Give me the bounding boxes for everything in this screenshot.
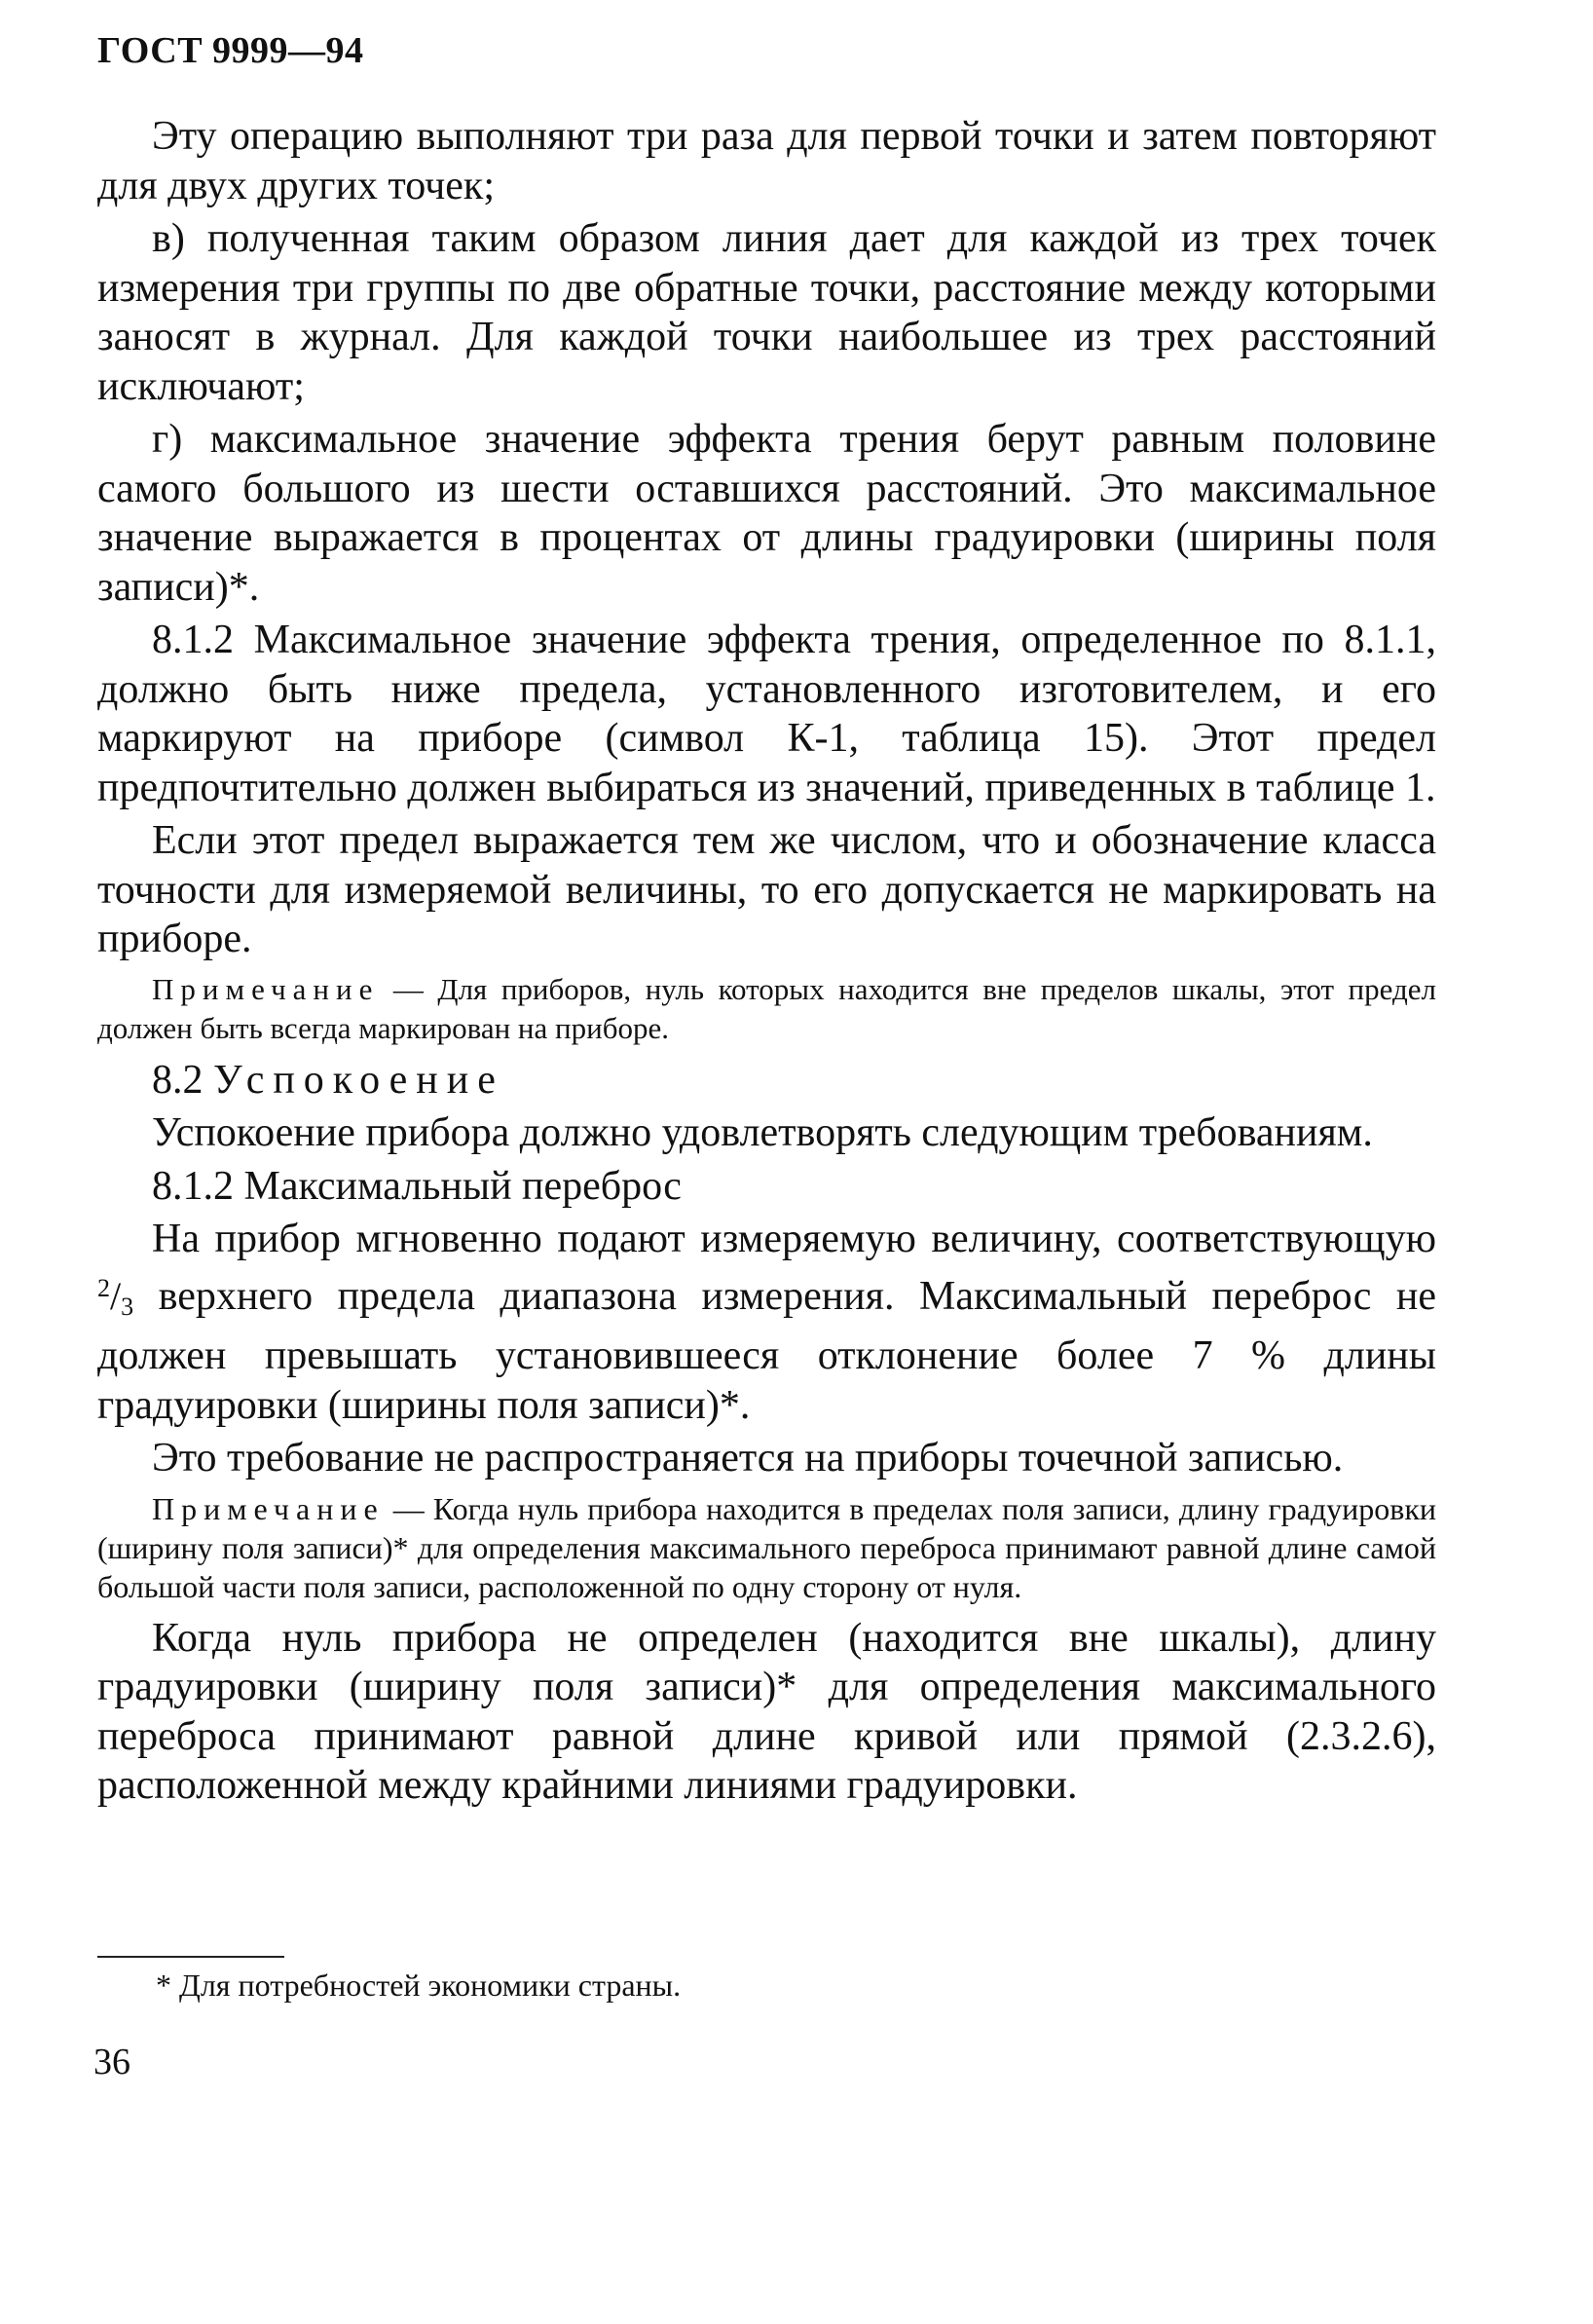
note-zero-outside-scale [97, 970, 1436, 1048]
fraction-denominator: 3 [121, 1292, 134, 1321]
section-title: Успокоение [213, 1057, 504, 1103]
note-text: — Когда нуль прибора находится в пределах поля записи, длину градуировки (ширину поля записи)* для определения максимального переброса принимают равной длине самой большой части поля записи, расположенной по одну сторону от нуля. [97, 1490, 1436, 1604]
paragraph-item-v: в) полученная таким образом линия дает для каждой из трех точек измерения три группы по две обратные точки, расстояние между которыми заносят в журнал. Для каждой точки наибольшее из трех расстояний исключают; [97, 216, 1436, 409]
paragraph-dot-recorders-exception: Это требование не распространяется на приборы точечной записью. [152, 1436, 1344, 1481]
paragraph-limit-marking: Если этот предел выражается тем же числом, что и обозначение класса точности для измеряемой величины, то его допускается не маркировать на приборе. [97, 818, 1436, 961]
paragraph-damping-requirements: Успокоение прибора должно удовлетворять следующим требованиям. [152, 1110, 1373, 1155]
page-number: 36 [93, 2042, 130, 2082]
footnote-divider [97, 1956, 284, 1958]
overshoot-text-start: На прибор мгновенно подают измеряемую величину, соответствующую [152, 1217, 1436, 1261]
page-header-title: ГОСТ 9999—94 [97, 30, 364, 71]
note-zero-within-record-field [97, 1489, 1436, 1606]
note-label: Примечание [152, 971, 380, 1006]
section-number: 8.2 [152, 1057, 213, 1103]
note-text: — Для приборов, нуль которых находится вне пределов шкалы, этот предел должен быть всегда маркирован на приборе. [97, 971, 1436, 1045]
paragraph-overshoot-test [97, 1215, 1436, 1430]
paragraph-operation-repeat: Эту операцию выполняют три раза для первой точки и затем повторяют для двух других точек; [97, 114, 1436, 208]
note-label: Примечание [152, 1490, 385, 1526]
paragraph-8-1-2-friction: 8.1.2 Максимальное значение эффекта трения, определенное по 8.1.1, должно быть ниже предела, установленного изготовителем, и его маркируют на приборе (символ К-1, таблица 15). Этот предел предпочтительно должен выбираться из значений, приведенных в таблице 1. [97, 618, 1436, 810]
document-body [97, 112, 1436, 1815]
footnote: * Для потребностей экономики страны. [156, 1968, 682, 2003]
fraction-two-thirds: $^2/_3$ [97, 1273, 134, 1321]
section-heading-8-2 [97, 1056, 1436, 1106]
overshoot-text-end: верхнего предела диапазона измерения. Максимальный переброс не должен превышать установившееся отклонение более 7 % длины градуировки (ширины поля записи)*. [97, 1273, 1436, 1428]
subsection-heading-overshoot: 8.1.2 Максимальный переброс [152, 1163, 682, 1209]
paragraph-zero-undefined: Когда нуль прибора не определен (находится вне шкалы), длину градуировки (ширину поля записи)* для определения максимального переброса принимают равной длине кривой или прямой (2.3.2.6), расположенной между крайними линиями градуировки. [97, 1615, 1436, 1808]
paragraph-item-g: г) максимальное значение эффекта трения берут равным половине самого большого из шести оставшихся расстояний. Это максимальное значение выражается в процентах от длины градуировки (ширины поля записи)*. [97, 417, 1436, 610]
fraction-numerator: 2 [97, 1273, 110, 1302]
